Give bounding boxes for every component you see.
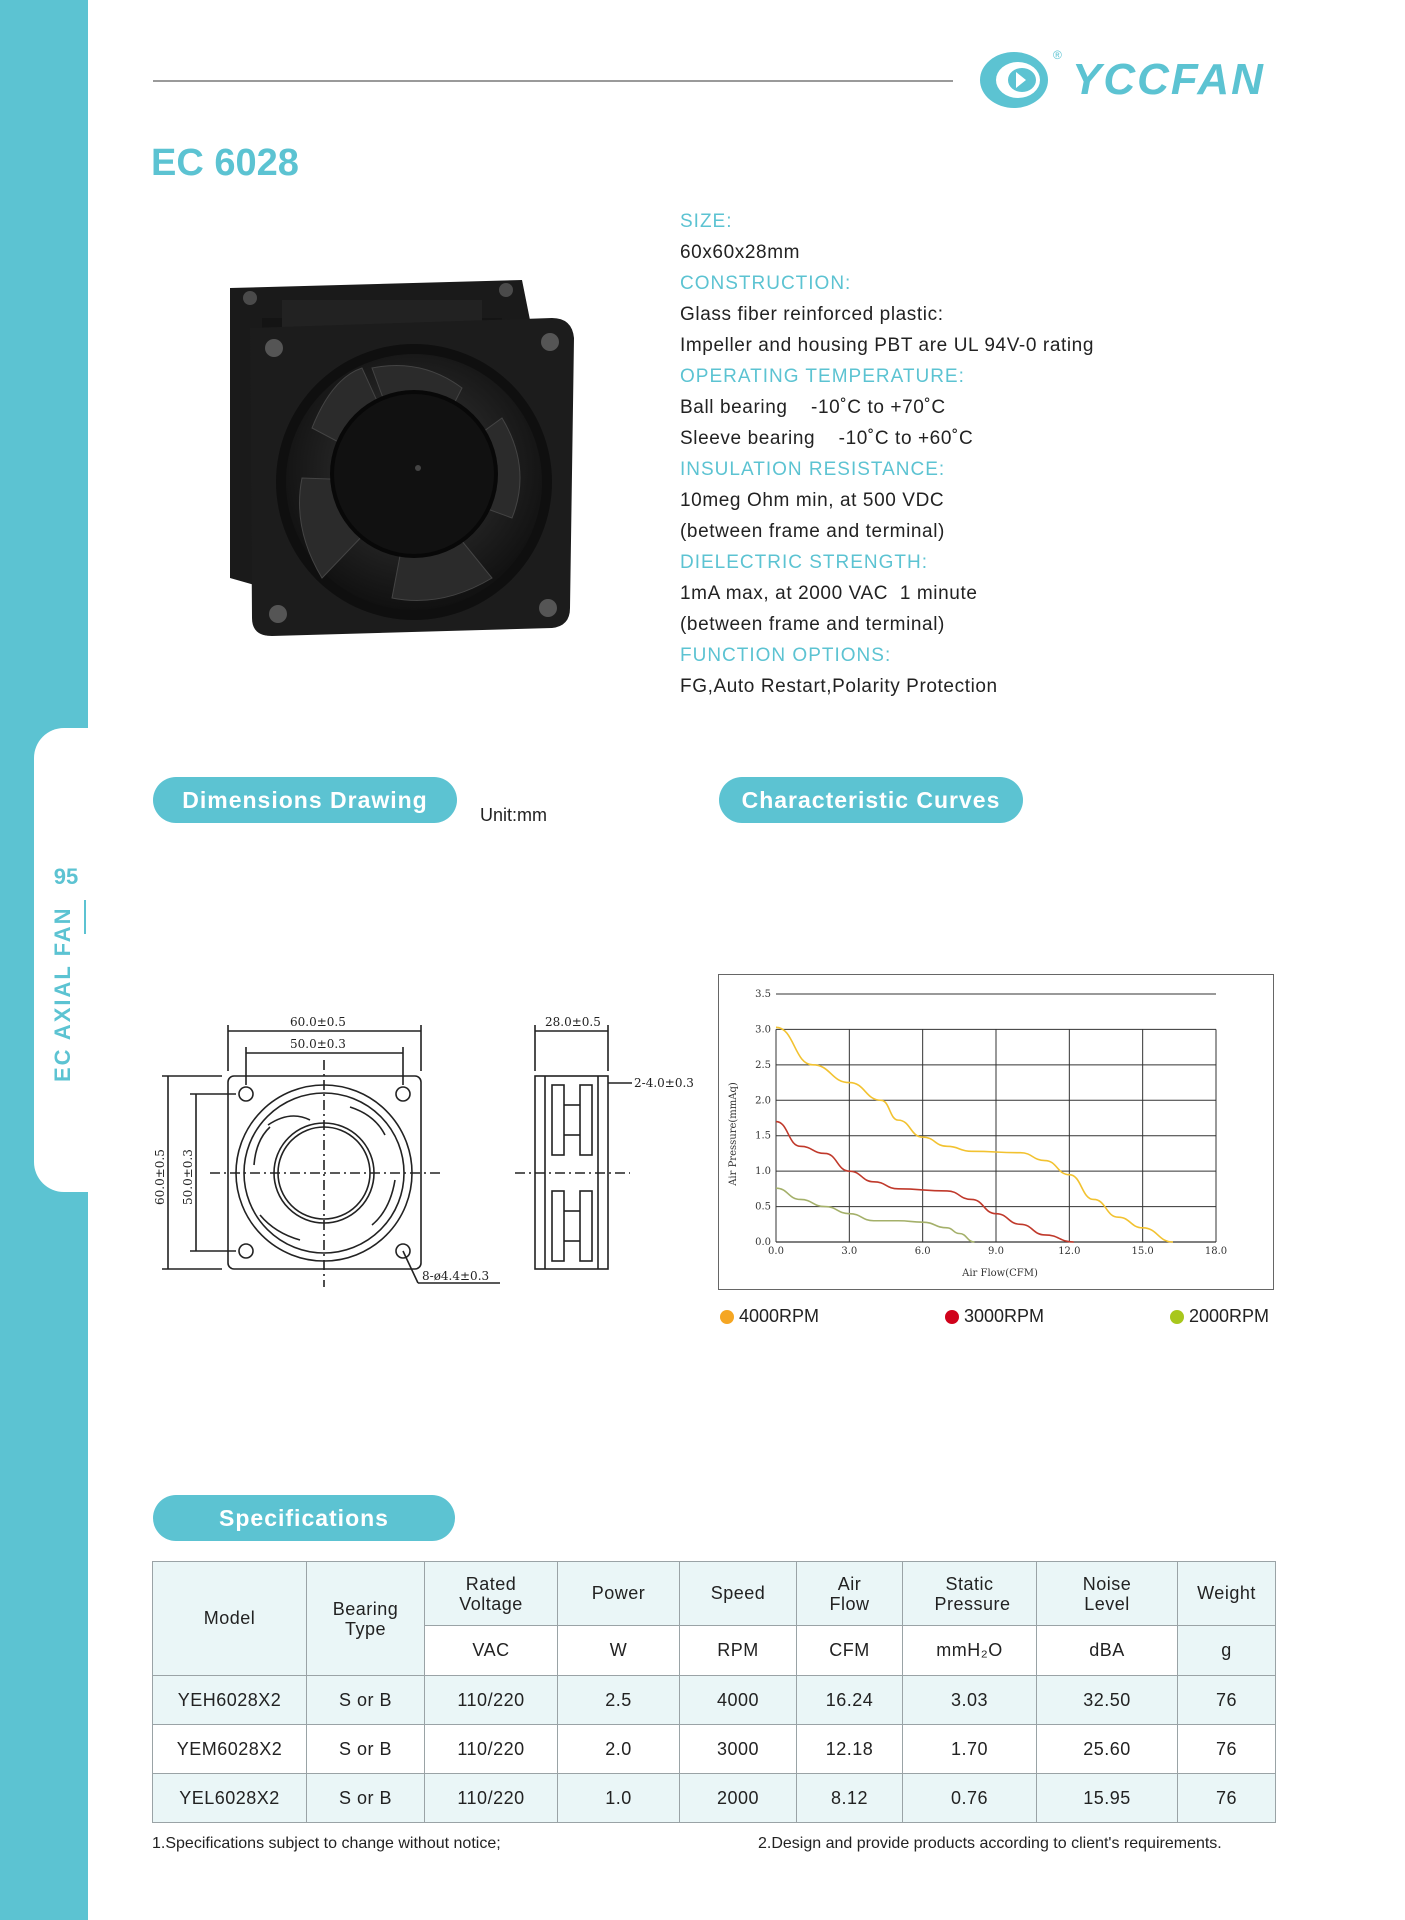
table-row	[153, 1676, 1276, 1725]
spec-value: Impeller and housing PBT are UL 94V-0 rating	[680, 335, 1095, 356]
registered-mark: ®	[1053, 48, 1062, 62]
unit-power: W	[558, 1626, 680, 1676]
table-cell: 16.24	[797, 1676, 903, 1725]
characteristic-curves-heading: Characteristic Curves	[719, 777, 1023, 823]
legend-3000rpm	[945, 1306, 1044, 1327]
table-cell: 2.0	[558, 1725, 680, 1774]
unit-airflow: CFM	[797, 1626, 903, 1676]
specifications-heading: Specifications	[153, 1495, 455, 1541]
spec-heading: FUNCTION OPTIONS:	[680, 645, 892, 666]
header-voltage-text: Rated Voltage	[459, 1573, 523, 1614]
legend-2000rpm	[1170, 1306, 1269, 1327]
legend-label: 4000RPM	[739, 1306, 820, 1326]
legend-label: 2000RPM	[1189, 1306, 1270, 1326]
y-tick-label: 2.0	[755, 1095, 771, 1107]
table-cell: 2.5	[558, 1676, 680, 1725]
x-tick-label: 18.0	[1204, 1246, 1228, 1257]
header-model: Model	[153, 1562, 307, 1676]
table-cell: 32.50	[1037, 1676, 1178, 1725]
spec-heading: INSULATION RESISTANCE:	[680, 459, 946, 480]
table-cell: 0.76	[903, 1774, 1037, 1823]
header-rule	[153, 80, 953, 82]
x-tick-label: 15.0	[1131, 1246, 1154, 1257]
header-voltage	[425, 1562, 558, 1626]
table-cell: 3000	[680, 1725, 797, 1774]
spec-value: 10meg Ohm min, at 500 VDC	[680, 490, 945, 511]
table-cell: 12.18	[797, 1725, 903, 1774]
table-cell: 4000	[680, 1676, 797, 1725]
chart-x-label: Air Flow(CFM)	[962, 1268, 1038, 1279]
y-tick-label: 3.5	[755, 989, 771, 1000]
page-title: EC 6028	[151, 142, 299, 184]
table-cell: 1.0	[558, 1774, 680, 1823]
chart-y-label: Air Pressure(mmAq)	[728, 1082, 739, 1186]
table-cell: 76	[1178, 1725, 1276, 1774]
dim-hole-spacing-v-label: 50.0±0.3	[181, 1149, 195, 1205]
y-tick-label: 0.5	[755, 1201, 771, 1213]
dim-hole-spacing-label: 50.0±0.3	[290, 1037, 346, 1051]
header-airflow	[797, 1562, 903, 1626]
table-cell: 1.70	[903, 1725, 1037, 1774]
table-row	[153, 1774, 1276, 1823]
legend-dot-icon	[1170, 1310, 1184, 1324]
table-row	[153, 1725, 1276, 1774]
dim-width-label: 60.0±0.5	[290, 1015, 346, 1029]
spec-value: Sleeve bearing -10˚C to +60˚C	[680, 428, 974, 449]
header-noise	[1037, 1562, 1178, 1626]
spec-value: Glass fiber reinforced plastic:	[680, 304, 944, 325]
page-number: 95	[53, 864, 79, 889]
table-cell: 8.12	[797, 1774, 903, 1823]
table-cell: S or B	[307, 1774, 425, 1823]
x-tick-label: 3.0	[841, 1246, 858, 1257]
spec-heading: SIZE:	[680, 211, 733, 232]
table-cell: S or B	[307, 1676, 425, 1725]
legend-dot-icon	[945, 1310, 959, 1324]
spec-heading: CONSTRUCTION:	[680, 273, 852, 294]
table-cell: 76	[1178, 1774, 1276, 1823]
header-pressure-text: Static Pressure	[934, 1573, 1011, 1614]
spec-value: 1mA max, at 2000 VAC 1 minute	[680, 583, 978, 604]
header-noise-text: Noise Level	[1082, 1573, 1132, 1614]
table-cell: 110/220	[425, 1676, 558, 1725]
table-cell: 3.03	[903, 1676, 1037, 1725]
header-power: Power	[558, 1562, 680, 1626]
x-tick-label: 9.0	[988, 1246, 1004, 1257]
x-tick-label: 6.0	[914, 1246, 931, 1257]
brand-name: YCCFAN	[1072, 55, 1265, 104]
table-cell: 15.95	[1037, 1774, 1178, 1823]
table-cell: 2000	[680, 1774, 797, 1823]
footnote-right: 2.Design and provide products according to client's requirements.	[758, 1835, 1222, 1852]
table-cell: YEH6028X2	[153, 1676, 307, 1725]
dim-depth-label: 28.0±0.5	[545, 1015, 601, 1029]
dim-height-label: 60.0±0.5	[153, 1149, 167, 1205]
unit-speed: RPM	[680, 1626, 797, 1676]
x-tick-label: 12.0	[1058, 1246, 1081, 1257]
x-tick-label: 0.0	[768, 1246, 784, 1257]
unit-noise: dBA	[1037, 1626, 1178, 1676]
table-cell: 25.60	[1037, 1725, 1178, 1774]
table-cell: 76	[1178, 1676, 1276, 1725]
legend-4000rpm	[720, 1306, 819, 1327]
header-airflow-text: Air Flow	[829, 1573, 870, 1614]
y-tick-label: 1.5	[755, 1130, 771, 1142]
header-speed: Speed	[680, 1562, 797, 1626]
fan-product-image	[222, 278, 578, 638]
unit-pressure: mmH₂O	[903, 1626, 1037, 1676]
spec-value: Ball bearing -10˚C to +70˚C	[680, 397, 946, 418]
section-side-title: EC AXIAL FAN	[50, 906, 75, 1082]
spec-heading: OPERATING TEMPERATURE:	[680, 366, 965, 387]
specifications-table	[152, 1561, 1276, 1823]
footnote-left: 1.Specifications subject to change without notice;	[152, 1835, 501, 1852]
y-tick-label: 2.5	[755, 1059, 771, 1071]
table-cell: 110/220	[425, 1774, 558, 1823]
characteristic-curves-chart	[718, 974, 1274, 1290]
spec-value: (between frame and terminal)	[680, 614, 945, 635]
spec-list	[680, 206, 1320, 702]
table-cell: YEM6028X2	[153, 1725, 307, 1774]
unit-weight: g	[1178, 1626, 1276, 1676]
table-cell: 110/220	[425, 1725, 558, 1774]
header-bearing	[307, 1562, 425, 1676]
dim-holes-label: 8-ø4.4±0.3	[422, 1269, 490, 1283]
dimensions-drawing	[150, 1005, 710, 1305]
spec-value: (between frame and terminal)	[680, 521, 945, 542]
spec-heading: DIELECTRIC STRENGTH:	[680, 552, 929, 573]
table-cell: YEL6028X2	[153, 1774, 307, 1823]
dim-flange-label: 2-4.0±0.3	[634, 1076, 694, 1090]
header-pressure	[903, 1562, 1037, 1626]
y-tick-label: 1.0	[755, 1166, 771, 1178]
unit-voltage: VAC	[425, 1626, 558, 1676]
spec-value: 60x60x28mm	[680, 242, 801, 263]
y-tick-label: 3.0	[755, 1024, 771, 1036]
y-tick-label: 0.0	[755, 1237, 771, 1248]
header-bearing-text: Bearing Type	[332, 1598, 399, 1639]
spec-value: FG,Auto Restart,Polarity Protection	[680, 676, 998, 697]
page-number-divider	[84, 900, 86, 934]
legend-dot-icon	[720, 1310, 734, 1324]
header-weight: Weight	[1178, 1562, 1276, 1626]
dimensions-drawing-heading: Dimensions Drawing	[153, 777, 457, 823]
unit-label: Unit:mm	[480, 805, 547, 825]
legend-label: 3000RPM	[964, 1306, 1045, 1326]
table-cell: S or B	[307, 1725, 425, 1774]
